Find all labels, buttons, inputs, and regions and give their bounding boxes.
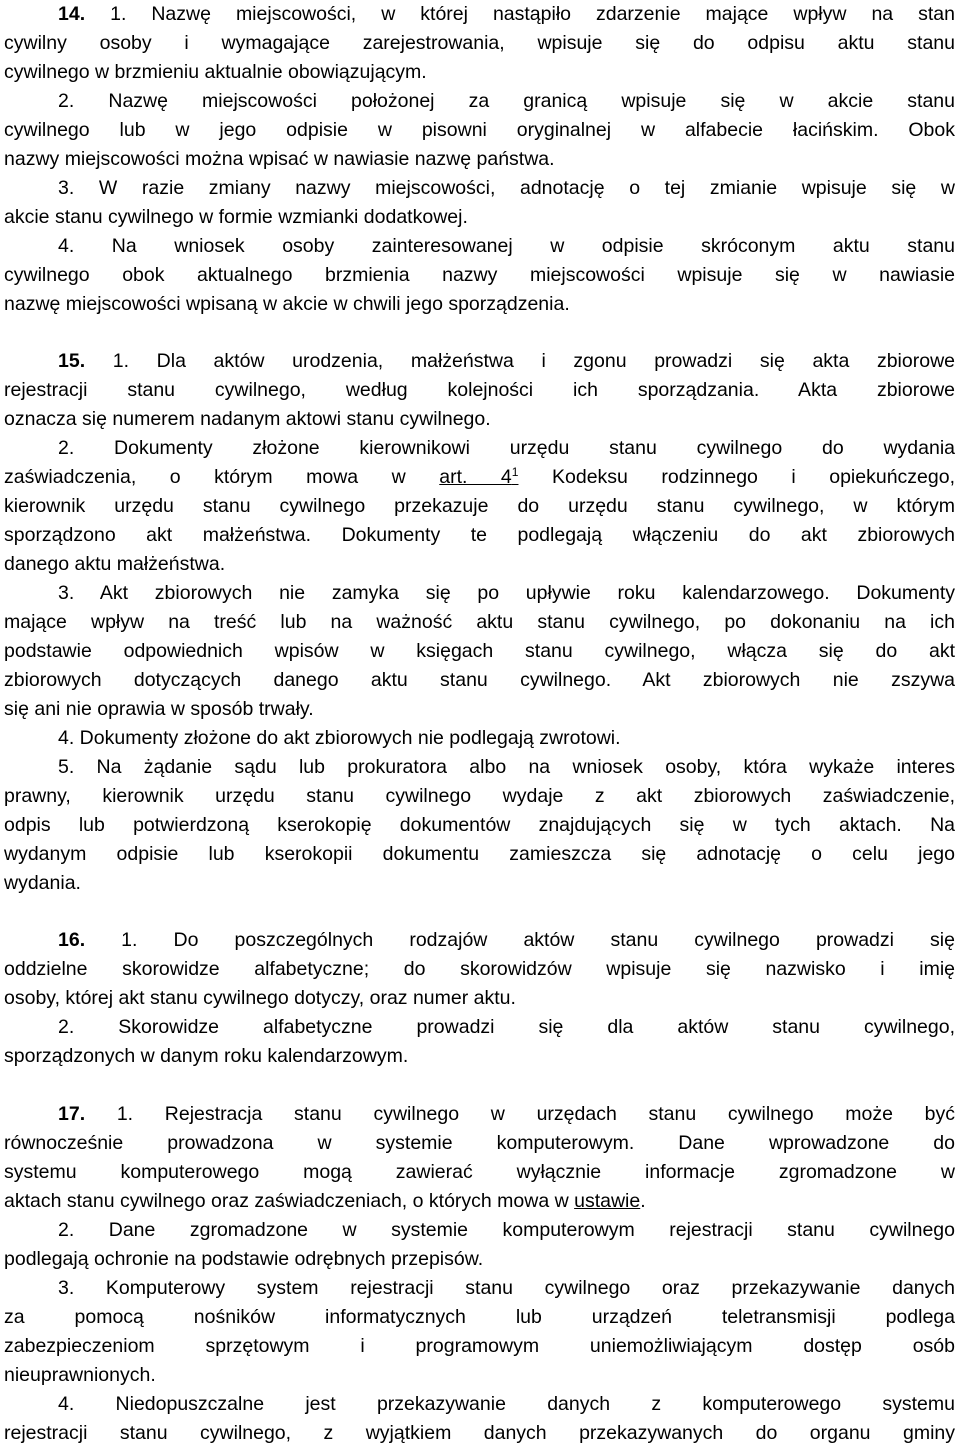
text-line: równocześnie prowadzona w systemie komputerowym. Dane wprowadzone do <box>4 1132 955 1154</box>
text-line: 2. Nazwę miejscowości położonej za granicą wpisuje się w akcie stanu <box>58 90 955 112</box>
text-line: mające wpływ na treść lub na ważność aktu stanu cywilnego, po dokonaniu na ich <box>4 611 955 633</box>
text-line: zaświadczenia, o którym mowa w art. $4^1$ Kodeksu rodzinnego i opiekuńczego, <box>4 465 956 488</box>
text-line: 3. Akt zbiorowych nie zamyka się po upływie roku kalendarzowego. Dokumenty <box>58 582 955 604</box>
text-line: cywilnego obok aktualnego brzmienia nazwy miejscowości wpisuje się w nawiasie <box>4 264 955 286</box>
text-line: oddzielne skorowidze alfabetyczne; do skorowidzów wpisuje się nazwisko i imię <box>4 958 955 980</box>
text-line: zabezpieczeniom sprzętowym i programowym uniemożliwiającym dostęp osób <box>4 1335 955 1357</box>
text-line: osoby, której akt stanu cywilnego dotyczy, oraz numer aktu. <box>4 987 516 1009</box>
text-line: za pomocą nośników informatycznych lub urządzeń teletransmisji podlega <box>4 1306 955 1328</box>
text-line: rejestracji stanu cywilnego, według kolejności ich sporządzania. Akta zbiorowe <box>4 379 955 401</box>
text-line: 2. Dane zgromadzone w systemie komputerowym rejestracji stanu cywilnego <box>58 1219 955 1241</box>
text-line: systemu komputerowego mogą zawierać wyłącznie informacje zgromadzone w <box>4 1161 955 1183</box>
text-line: kierownik urzędu stanu cywilnego przekazuje do urzędu stanu cywilnego, w którym <box>4 495 955 517</box>
text-line: 3. W razie zmiany nazwy miejscowości, adnotację o tej zmianie wpisuje się w <box>58 177 955 199</box>
text-line: cywilnego w brzmieniu aktualnie obowiązującym. <box>4 61 427 83</box>
text-line: się ani nie oprawia w sposób trwały. <box>4 698 314 720</box>
text-line: nieuprawnionych. <box>4 1364 156 1386</box>
section-number: 17. <box>58 1103 86 1125</box>
text-line: zbiorowych dotyczących danego aktu stanu cywilnego. Akt zbiorowych nie zszywa <box>4 669 955 691</box>
text-line: 2. Dokumenty złożone kierownikowi urzędu stanu cywilnego do wydania <box>58 437 955 459</box>
text-line: danego aktu małżeństwa. <box>4 553 226 575</box>
text-line: wydanym odpisie lub kserokopii dokumentu zamieszcza się adnotację o celu jego <box>4 843 955 865</box>
text-line: nazwę miejscowości wpisaną w akcie w chwili jego sporządzenia. <box>4 293 570 315</box>
section-number: 15. <box>58 350 86 372</box>
text-line: 3. Komputerowy system rejestracji stanu cywilnego oraz przekazywanie danych <box>58 1277 955 1299</box>
section-number: 14. <box>58 3 86 25</box>
text-line: odpis lub potwierdzoną kserokopię dokumentów znajdujących się w tych aktach. Na <box>4 814 955 836</box>
statute-link[interactable]: ustawie <box>574 1190 641 1212</box>
text-line: prawny, kierownik urzędu stanu cywilnego wydaje z akt zbiorowych zaświadczenie, <box>4 785 955 807</box>
text-line: nazwy miejscowości można wpisać w nawiasie nazwę państwa. <box>4 148 555 170</box>
text-line: cywilnego lub w jego odpisie w pisowni oryginalnej w alfabecie łacińskim. Obok <box>4 119 955 141</box>
text-line: 15. 1. Dla aktów urodzenia, małżeństwa i zgonu prowadzi się akta zbiorowe <box>58 350 955 372</box>
text-line: podstawie odpowiednich wpisów w księgach stanu cywilnego, włącza się do akt <box>4 640 955 662</box>
text-line: rejestracji stanu cywilnego, z wyjątkiem danych przekazywanych do organu gminy <box>4 1422 955 1444</box>
article-link[interactable]: art. $4^1$ <box>439 465 519 488</box>
text-line: 4. Dokumenty złożone do akt zbiorowych nie podlegają zwrotowi. <box>58 727 621 749</box>
text-line: cywilny osoby i wymagające zarejestrowania, wpisuje się do odpisu aktu stanu <box>4 32 955 54</box>
text-line: wydania. <box>4 872 81 894</box>
text-line: akcie stanu cywilnego w formie wzmianki dodatkowej. <box>4 206 468 228</box>
section-number: 16. <box>58 929 86 951</box>
text-line: aktach stanu cywilnego oraz zaświadczeniach, o których mowa w ustawie. <box>4 1190 646 1212</box>
text-line: 17. 1. Rejestracja stanu cywilnego w urzędach stanu cywilnego może być <box>58 1103 955 1125</box>
text-line: 14. 1. Nazwę miejscowości, w której nastąpiło zdarzenie mające wpływ na stan <box>58 3 955 25</box>
text-line: 4. Na wniosek osoby zainteresowanej w odpisie skróconym aktu stanu <box>58 235 955 257</box>
text-line: oznacza się numerem nadanym aktowi stanu cywilnego. <box>4 408 491 430</box>
text-line: 16. 1. Do poszczególnych rodzajów aktów stanu cywilnego prowadzi się <box>58 929 955 951</box>
text-line: sporządzono akt małżeństwa. Dokumenty te podlegają włączeniu do akt zbiorowych <box>4 524 955 546</box>
text-line: sporządzonych w danym roku kalendarzowym. <box>4 1045 409 1067</box>
text-line: podlegają ochronie na podstawie odrębnych przepisów. <box>4 1248 484 1270</box>
text-line: 4. Niedopuszczalne jest przekazywanie danych z komputerowego systemu <box>58 1393 955 1415</box>
text-line: 5. Na żądanie sądu lub prokuratora albo na wniosek osoby, która wykaże interes <box>58 756 955 778</box>
text-line: 2. Skorowidze alfabetyczne prowadzi się dla aktów stanu cywilnego, <box>58 1016 955 1038</box>
